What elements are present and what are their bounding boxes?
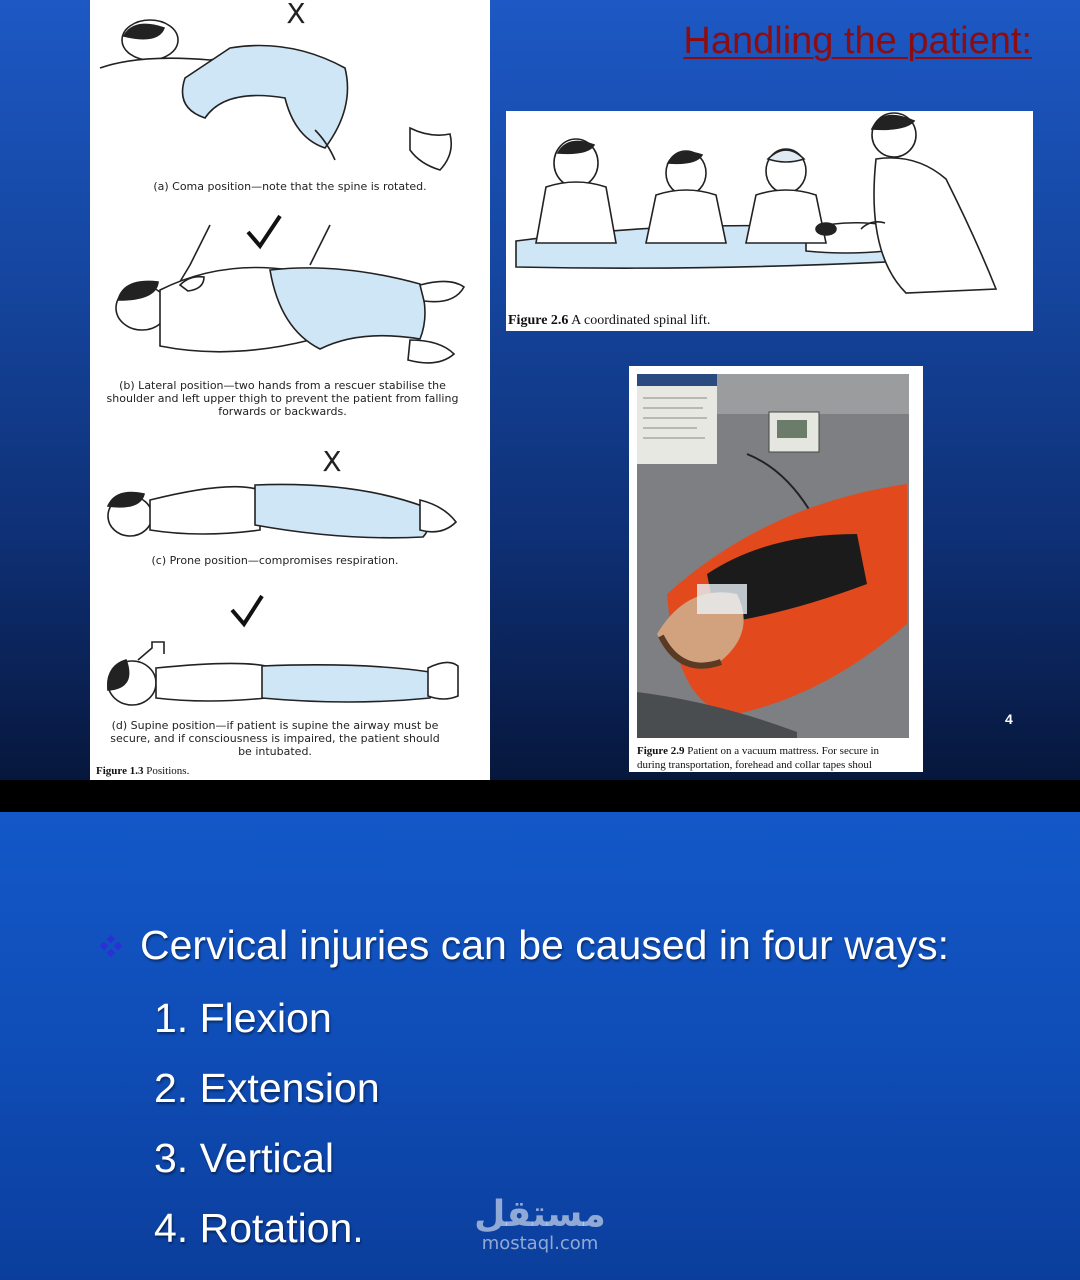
spinal-lift-illustration bbox=[506, 111, 1033, 311]
figure-2-9-label bbox=[637, 744, 879, 772]
supine-position-drawing bbox=[108, 642, 458, 705]
diamond-bullet-icon bbox=[100, 935, 122, 957]
vacuum-mattress-photo bbox=[637, 374, 909, 738]
mostaql-watermark bbox=[470, 1195, 610, 1253]
caption-coma: (a) Coma position—note that the spine is rotated. bbox=[153, 180, 427, 193]
check-mark-icon bbox=[232, 596, 262, 624]
figure-1-3-label bbox=[96, 765, 189, 777]
figure-2-9-text-line1: Patient on a vacuum mattress. For secure in bbox=[687, 745, 880, 757]
lead-text: Cervical injuries can be caused in four ways: bbox=[140, 922, 949, 968]
prone-position-drawing bbox=[108, 484, 456, 537]
mark-x-a: X bbox=[286, 0, 306, 30]
list-item: 2. Extension bbox=[154, 1065, 380, 1111]
figure-1-3-text: Positions. bbox=[146, 765, 190, 777]
figure-2-9-vacuum-mattress bbox=[629, 366, 923, 772]
figure-1-3-positions bbox=[90, 0, 490, 780]
lateral-position-drawing bbox=[116, 225, 464, 363]
figure-2-6-spinal-lift bbox=[506, 111, 1033, 331]
caption-prone: (c) Prone position—compromises respiration. bbox=[151, 554, 399, 567]
slide-divider bbox=[0, 780, 1080, 812]
figure-1-3-number: Figure 1.3 bbox=[96, 765, 144, 777]
watermark-latin: mostaql.com bbox=[481, 1233, 599, 1254]
coma-position-drawing bbox=[100, 20, 451, 170]
slide-title: Handling the patient: bbox=[683, 20, 1032, 62]
caption-lateral: (b) Lateral position—two hands from a rescuer stabilise the shoulder and left upper thigh to prevent the patient from falling forwards or backwards. bbox=[106, 379, 459, 418]
figure-2-9-number: Figure 2.9 bbox=[637, 745, 685, 757]
figure-2-9-text-line2: during transportation, forehead and collar tapes shoul bbox=[637, 759, 872, 771]
list-item: 1. Flexion bbox=[154, 995, 332, 1041]
list-item: 4. Rotation. bbox=[154, 1205, 364, 1251]
figure-2-6-label bbox=[508, 313, 710, 329]
photo-rendering bbox=[637, 374, 909, 738]
figure-2-6-number: Figure 2.6 bbox=[508, 313, 569, 328]
figure-2-6-text: A coordinated spinal lift. bbox=[571, 313, 711, 328]
lead-bullet bbox=[100, 922, 949, 969]
list-item: 3. Vertical bbox=[154, 1135, 335, 1181]
check-mark-icon bbox=[248, 216, 280, 246]
caption-supine: (d) Supine position—if patient is supine the airway must be secure, and if consciousness is impaired, the patient should be intubated. bbox=[110, 719, 440, 758]
watermark-arabic: مستقل bbox=[474, 1194, 606, 1235]
mark-x-c: X bbox=[322, 445, 342, 478]
page-number: 4 bbox=[1005, 711, 1013, 727]
